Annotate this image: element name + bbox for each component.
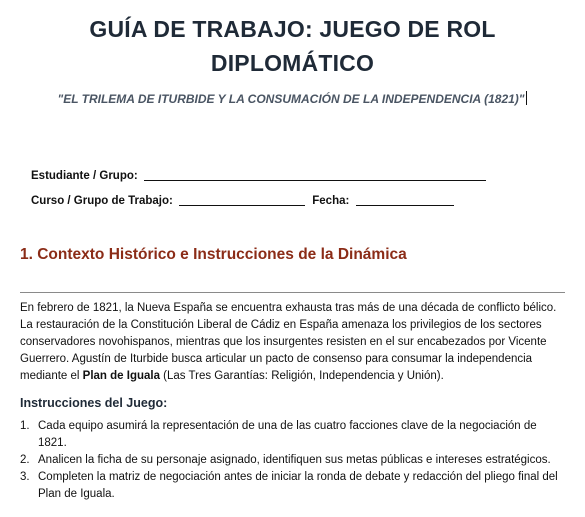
list-item bbox=[20, 452, 565, 469]
list-item-text: Analicen la ficha de su personaje asignado, identifiquen sus metas públicas e intereses estratégicos. bbox=[38, 454, 551, 466]
title-line-1: GUÍA DE TRABAJO: JUEGO DE ROL bbox=[89, 16, 496, 42]
subtitle-text: "EL TRILEMA DE ITURBIDE Y LA CONSUMACIÓN DE LA INDEPENDENCIA (1821)" bbox=[57, 92, 525, 106]
section-divider bbox=[20, 292, 565, 293]
student-field-row bbox=[31, 168, 486, 183]
paragraph-text-start: En febrero de 1821, la Nueva España se encuentra exhausta tras más de una década de conflicto bélico. La restauración de la Constitución Liberal de Cádiz en España amenaza los privilegios de los sectores conservadores novohispanos, mientras que los insurgentes resisten en el sur encabezados por Vicente Guerrero. Agustín de Iturbide busca articular un pacto de consenso para consumar la independencia mediante el bbox=[20, 302, 557, 382]
page-subtitle[interactable] bbox=[0, 91, 585, 107]
course-input-line[interactable] bbox=[179, 193, 305, 206]
text-cursor bbox=[526, 91, 527, 105]
date-input-line[interactable] bbox=[356, 193, 454, 206]
list-item bbox=[20, 469, 565, 503]
course-date-field-row bbox=[31, 193, 454, 208]
paragraph-text-end: (Las Tres Garantías: Religión, Independencia y Unión). bbox=[159, 370, 444, 382]
paragraph-bold-plan: Plan de Iguala bbox=[82, 370, 160, 382]
list-item bbox=[20, 418, 565, 452]
section-heading-context: 1. Contexto Histórico e Instrucciones de la Dinámica bbox=[20, 246, 407, 263]
student-input-line[interactable] bbox=[144, 168, 486, 181]
instructions-list bbox=[20, 418, 565, 503]
list-item-text: Cada equipo asumirá la representación de una de las cuatro facciones clave de la negociación de 1821. bbox=[38, 420, 537, 449]
student-label: Estudiante / Grupo: bbox=[31, 170, 138, 182]
title-line-2: DIPLOMÁTICO bbox=[210, 50, 375, 76]
list-item-number: 3. bbox=[20, 471, 30, 483]
course-label: Curso / Grupo de Trabajo: bbox=[31, 195, 173, 207]
list-item-number: 2. bbox=[20, 454, 30, 466]
list-item-number: 1. bbox=[20, 420, 30, 432]
instructions-heading: Instrucciones del Juego: bbox=[20, 396, 168, 410]
date-label: Fecha: bbox=[312, 195, 350, 207]
page-title bbox=[0, 12, 585, 80]
context-paragraph bbox=[20, 300, 568, 385]
list-item-text: Completen la matriz de negociación antes de iniciar la ronda de debate y redacción del pliego final del Plan de Iguala. bbox=[38, 471, 558, 500]
